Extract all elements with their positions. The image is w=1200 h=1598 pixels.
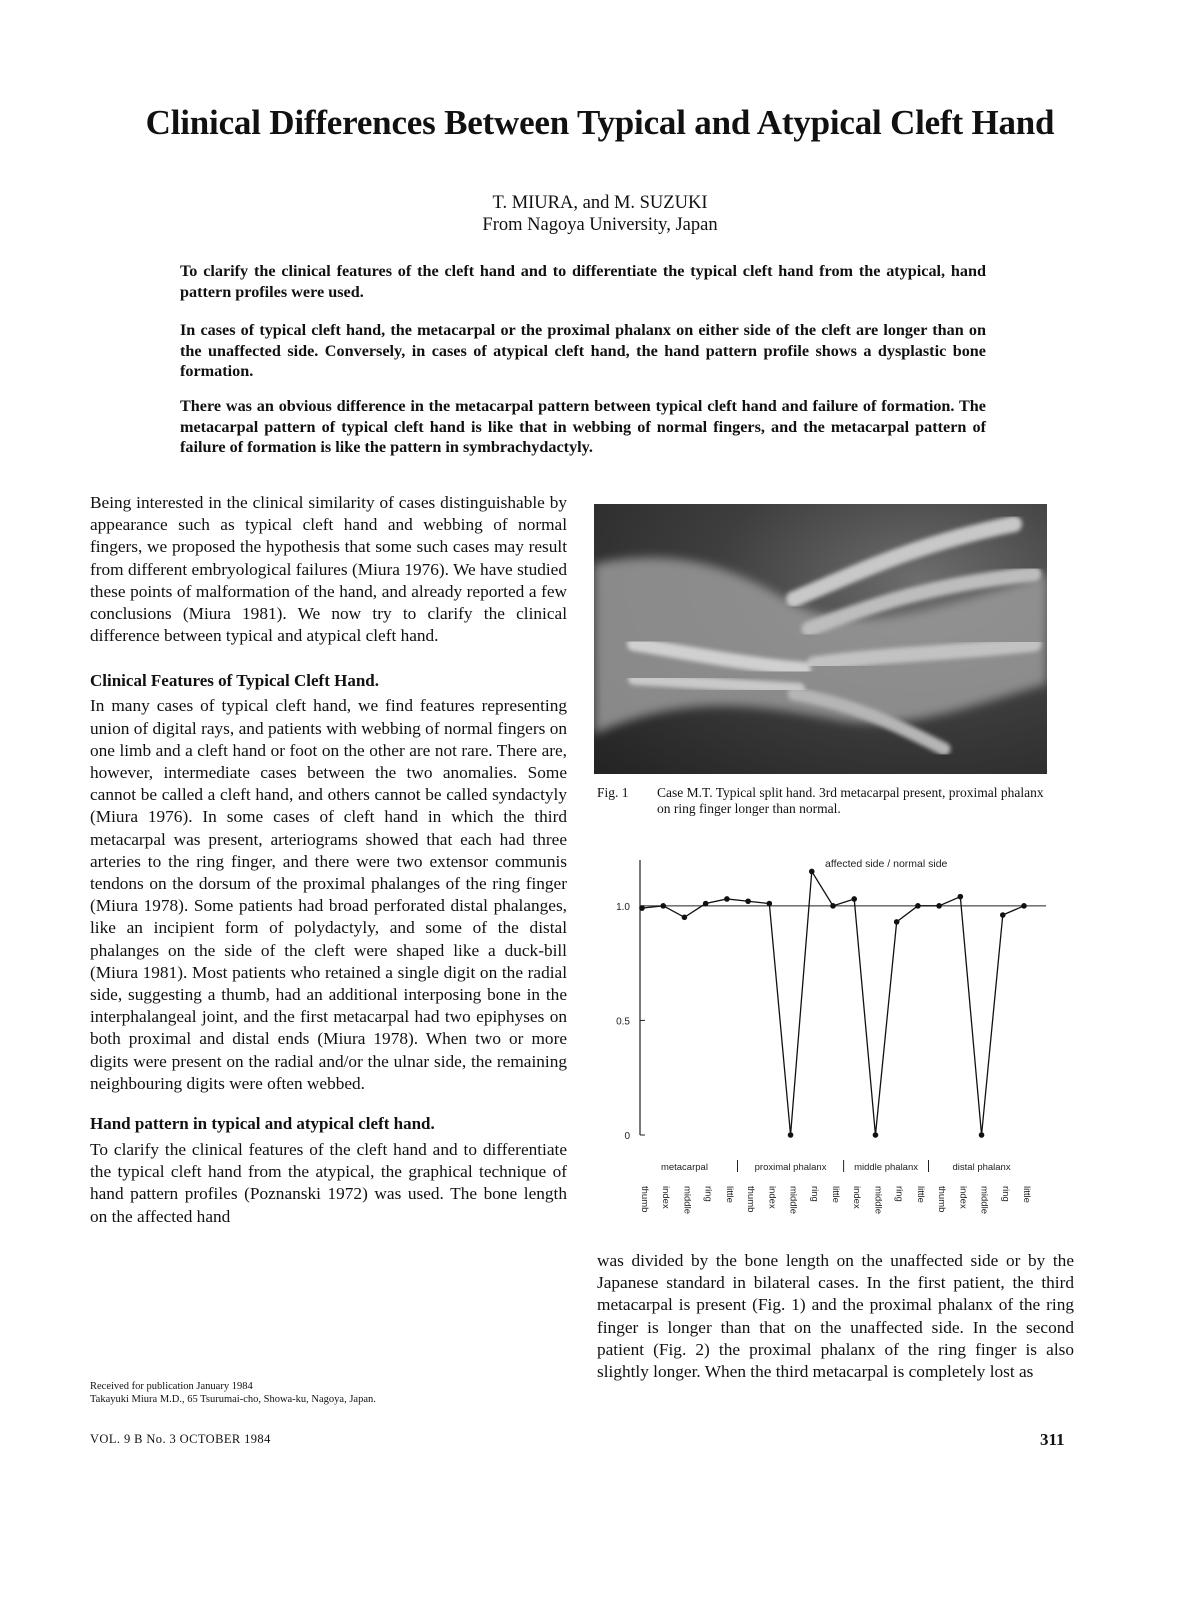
footnote — [90, 1380, 376, 1406]
data-point — [851, 896, 857, 902]
clinical-features-paragraph: In many cases of typical cleft hand, we find features representing union of digital rays, and patients with webbing of normal fingers on one limb and a cleft hand or foot on the other are not rare. There are, however, intermediate cases between the two anomalies. Some cannot be called a cleft hand, and others cannot be called syndactyly (Miura 1976). In some cases of cleft hand in which the third metacarpal was present, arteriograms showed that each had three arteries to the ring finger, and there were two extensor communis tendons on the dorsum of the proximal phalanges of the ring finger (Miura 1978). Some patients had broad perforated distal phalanges, like an incipient form of polydactyly, and some of the distal phalanges on the side of the cleft were shaped like a duck-bill (Miura 1981). Most patients who retained a single digit on the radial side, suggesting a thumb, had an additional interposing bone in the interphalangeal joint, and the first metacarpal had two epiphyses on both proximal and distal ends (Miura 1978). When two or more digits were present on the radial and/or the ulnar side, the remaining neighbouring digits were often webbed. — [90, 696, 567, 1093]
x-tick-label: little — [1021, 1186, 1032, 1203]
running-footer: VOL. 9 B No. 3 OCTOBER 1984 — [90, 1432, 271, 1446]
chart-labels — [639, 1160, 1032, 1214]
authors: T. MIURA, and M. SUZUKI — [492, 193, 708, 213]
x-tick-label: middle — [872, 1186, 884, 1214]
data-point — [809, 869, 815, 875]
data-point — [703, 901, 709, 907]
data-point — [660, 903, 666, 909]
x-tick-label: little — [830, 1186, 841, 1203]
hand-xray-illustration — [594, 504, 1047, 774]
group-label: metacarpal — [660, 1162, 708, 1173]
data-point — [788, 1132, 794, 1138]
group-label: proximal phalanx — [754, 1162, 827, 1173]
figure-caption — [597, 785, 1052, 817]
left-column — [90, 492, 567, 1228]
x-tick-label: thumb — [639, 1186, 650, 1213]
abstract-paragraph-2: In cases of typical cleft hand, the metacarpal or the proximal phalanx on either side of the cleft are longer than on the unaffected side. Conversely, in cases of atypical cleft hand, the hand pattern profile shows a dysplastic bone formation. — [180, 321, 986, 380]
hand-pattern-paragraph: To clarify the clinical features of the cleft hand and to differentiate the typical cleft hand from the atypical, the graphical technique of hand pattern profiles (Poznanski 1972) was used. The bone length on the affected hand — [90, 1140, 567, 1226]
series-line — [642, 871, 1024, 1135]
x-tick-label: ring — [702, 1186, 714, 1202]
x-tick-label: middle — [978, 1186, 990, 1214]
x-tick-label: middle — [681, 1186, 693, 1214]
data-point — [958, 894, 964, 900]
x-tick-label: thumb — [936, 1186, 948, 1213]
right-column — [597, 1250, 1074, 1383]
xray-image — [594, 504, 1047, 774]
data-point — [894, 919, 900, 925]
affiliation: From Nagoya University, Japan — [482, 215, 718, 235]
y-tick-label: 1.0 — [616, 901, 630, 913]
abstract-paragraph-3: There was an obvious difference in the metacarpal pattern between typical cleft hand and failure of formation. The metacarpal pattern of typical cleft hand is like that in webbing of normal fingers, and the metacarpal pattern of failure of formation is like the pattern in symbrachydactyly. — [180, 397, 986, 456]
data-point — [745, 898, 751, 904]
page-number: 311 — [1040, 1430, 1065, 1449]
x-tick-label: thumb — [745, 1186, 757, 1213]
data-point — [873, 1132, 879, 1138]
x-tick-label: ring — [999, 1186, 1011, 1202]
chart-marks — [639, 869, 1027, 1138]
data-point — [682, 914, 688, 920]
section-heading-hand-pattern: Hand pattern in typical and atypical cleft hand. — [90, 1114, 435, 1134]
x-tick-label: ring — [893, 1186, 905, 1202]
x-tick-label: index — [957, 1186, 969, 1209]
x-tick-label: index — [766, 1186, 778, 1209]
data-point — [830, 903, 836, 909]
data-point — [915, 903, 921, 909]
data-point — [979, 1132, 985, 1138]
abstract-paragraph-1: To clarify the clinical features of the cleft hand and to differentiate the typical cleft hand from the atypical, hand pattern profiles were used. — [180, 262, 986, 301]
x-tick-label: little — [723, 1186, 735, 1203]
article-title: Clinical Differences Between Typical and Atypical Cleft Hand — [145, 103, 1055, 142]
right-column-paragraph: was divided by the bone length on the unaffected side or by the Japanese standard in bilateral cases. In the first patient, the third metacarpal is present (Fig. 1) and the proximal phalanx of the ring finger is longer than that on the unaffected side. In the second patient (Fig. 2) the proximal phalanx of the ring finger is also slightly longer. When the third metacarpal is completely lost as — [597, 1251, 1074, 1382]
x-tick-label: little — [914, 1186, 926, 1203]
figure-caption-text: Case M.T. Typical split hand. 3rd metacarpal present, proximal phalanx on ring finger longer than normal. — [657, 785, 1044, 816]
chart-annotation: affected side / normal side — [825, 858, 948, 870]
data-point — [639, 905, 645, 911]
hand-pattern-profile-chart — [590, 840, 1060, 1230]
intro-paragraph: Being interested in the clinical similarity of cases distinguishable by appearance such as typical cleft hand and webbing of normal fingers, we proposed the hypothesis that some such cases may result from different embryological failures (Miura 1976). We have studied these points of malformation of the hand, and already reported a few conclusions (Miura 1981). We now try to clarify the clinical difference between typical and atypical cleft hand. — [90, 493, 567, 646]
footnote-received: Received for publication January 1984 — [90, 1381, 253, 1392]
x-tick-label: index — [660, 1186, 672, 1209]
data-point — [936, 903, 942, 909]
figure-label: Fig. 1 — [597, 785, 629, 800]
data-point — [1021, 903, 1027, 909]
group-label: distal phalanx — [952, 1162, 1011, 1173]
footnote-address: Takayuki Miura M.D., 65 Tsurumai-cho, Showa-ku, Nagoya, Japan. — [90, 1394, 376, 1405]
data-point — [724, 896, 730, 902]
group-label: middle phalanx — [854, 1162, 919, 1173]
section-heading-clinical-features: Clinical Features of Typical Cleft Hand. — [90, 671, 379, 691]
y-tick-label: 0 — [624, 1131, 630, 1142]
x-tick-label: index — [851, 1186, 863, 1209]
data-point — [1000, 912, 1006, 918]
x-tick-label: ring — [808, 1186, 820, 1202]
y-tick-label: 0.5 — [616, 1016, 630, 1028]
data-point — [767, 901, 773, 907]
author-block — [0, 192, 1200, 236]
x-tick-label: middle — [787, 1186, 799, 1214]
